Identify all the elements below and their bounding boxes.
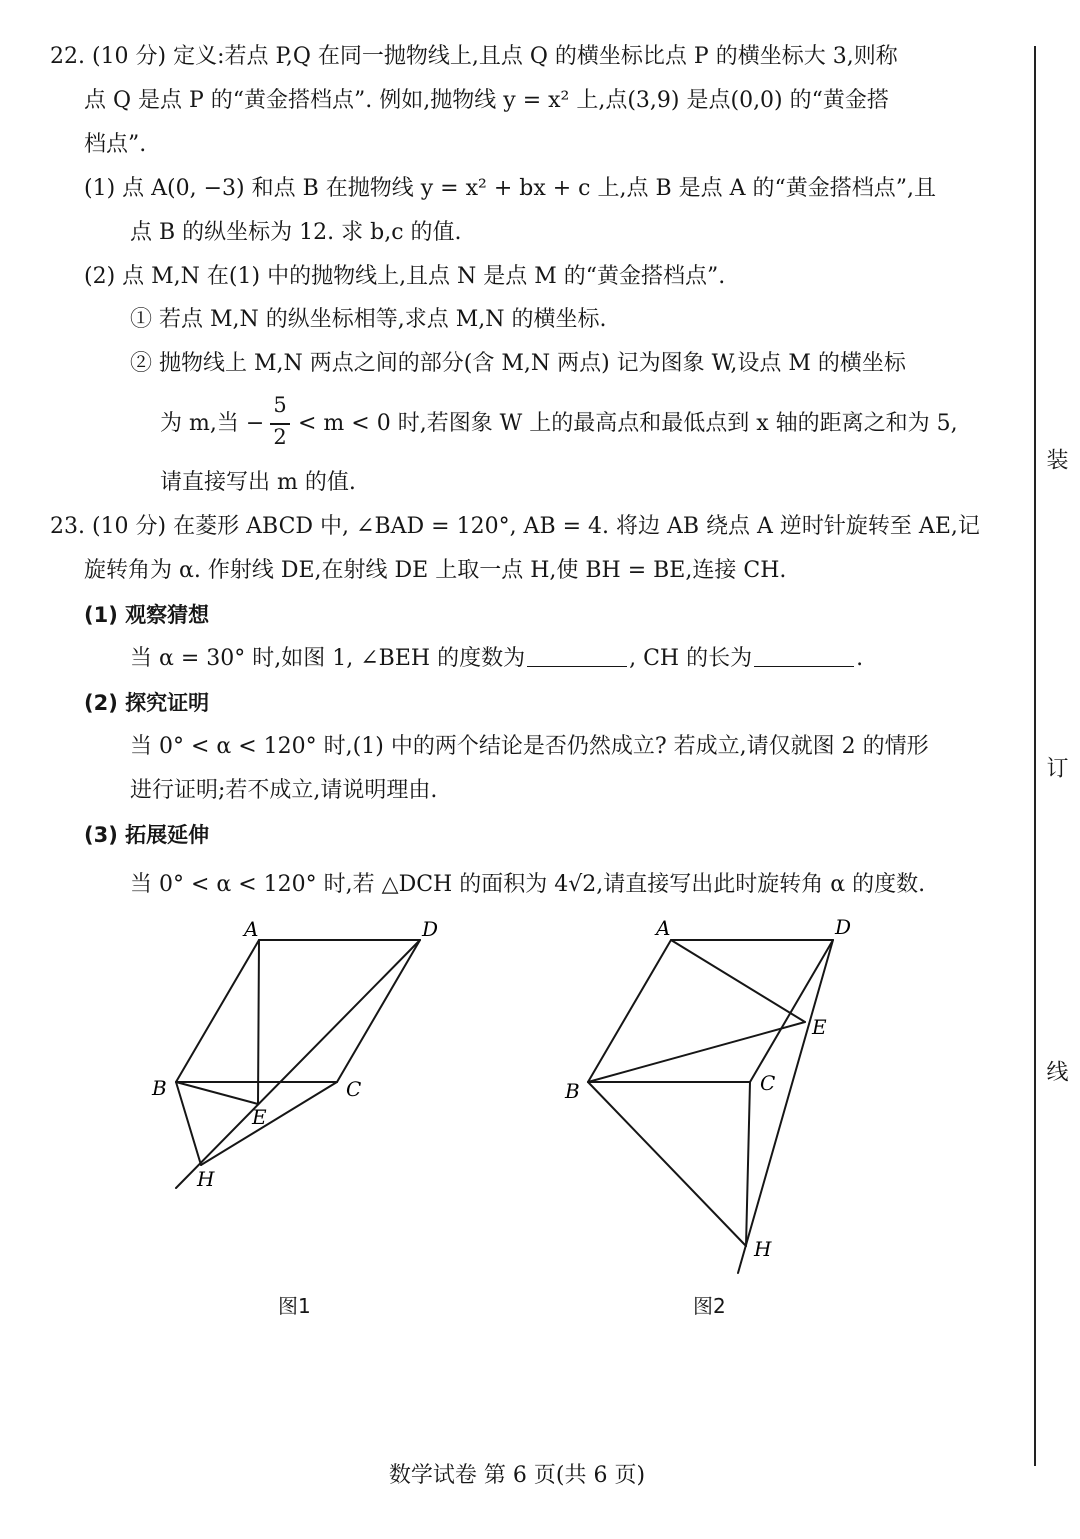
- binding-line: [1034, 46, 1036, 1466]
- q22-part1-line-1: (1) 点 A(0, −3) 和点 B 在抛物线 y = x² + bx + c 上,点 B 是点 A 的“黄金搭档点”,且: [84, 176, 936, 201]
- figure-1-diagram: [176, 940, 420, 1188]
- q23-section-2-title: (2) 探究证明: [84, 691, 210, 715]
- fig1-label-e: E: [252, 1105, 267, 1129]
- figure-1-caption: 图1: [278, 1294, 311, 1318]
- fig2-label-a: A: [656, 916, 671, 940]
- fig1-label-c: C: [346, 1077, 362, 1101]
- q23-section-2-line-1: 当 0° < α < 120° 时,(1) 中的两个结论是否仍然成立? 若成立,请仅就图 2 的情形: [130, 734, 929, 759]
- q23-section-2-line-2: 进行证明;若不成立,请说明理由.: [130, 778, 438, 803]
- q22-part2-ii-final: 请直接写出 m 的值.: [160, 470, 356, 495]
- q22-part2-ii: ② 抛物线上 M,N 两点之间的部分(含 M,N 两点) 记为图象 W,设点 M 的横坐标: [130, 351, 906, 376]
- fig2-label-b: B: [565, 1079, 580, 1103]
- q23-line-1: 23. (10 分) 在菱形 ABCD 中, ∠BAD = 120°, AB = 4. 将边 AB 绕点 A 逆时针旋转至 AE,记: [50, 514, 980, 539]
- fig2-label-e: E: [812, 1015, 827, 1039]
- binding-mark-xian: 线: [1043, 1060, 1068, 1082]
- fig2-label-c: C: [760, 1071, 776, 1095]
- binding-mark-ding: 订: [1043, 756, 1068, 778]
- fraction-denominator: 2: [273, 425, 287, 449]
- figure-2-caption: 图2: [693, 1294, 726, 1318]
- q23-section-1-title: (1) 观察猜想: [84, 603, 210, 627]
- q23-line-2: 旋转角为 α. 作射线 DE,在射线 DE 上取一点 H,使 BH = BE,连接 CH.: [84, 558, 787, 583]
- q22-line-2: 点 Q 是点 P 的“黄金搭档点”. 例如,抛物线 y = x² 上,点(3,9) 是点(0,0) 的“黄金搭: [84, 88, 889, 113]
- fig1-label-a: A: [244, 917, 259, 941]
- q23-section-3-text: 当 0° < α < 120° 时,若 △DCH 的面积为 4√2,请直接写出此时旋转角 α 的度数.: [130, 872, 926, 897]
- fraction-numerator: 5: [273, 393, 287, 417]
- q22-part2-ii-post: < m < 0 时,若图象 W 上的最高点和最低点到 x 轴的距离之和为 5,: [298, 411, 958, 436]
- q22-part2-ii-pre: 为 m,当 −: [160, 411, 265, 436]
- q22-part2-i: ① 若点 M,N 的纵坐标相等,求点 M,N 的横坐标.: [130, 307, 607, 332]
- q22-line-3: 档点”.: [84, 132, 147, 157]
- binding-mark-zhuang: 装: [1043, 448, 1068, 470]
- q22-part1-line-2: 点 B 的纵坐标为 12. 求 b,c 的值.: [130, 220, 462, 245]
- fig1-label-b: B: [152, 1076, 167, 1100]
- q22-line-1: 22. (10 分) 定义:若点 P,Q 在同一抛物线上,且点 Q 的横坐标比点 P 的横坐标大 3,则称: [50, 44, 898, 69]
- fig1-label-h: H: [197, 1167, 215, 1191]
- q23-s1-text-c: .: [856, 646, 864, 671]
- fig1-label-d: D: [422, 917, 439, 941]
- fig2-label-h: H: [754, 1237, 772, 1261]
- q23-section-3-title: (3) 拓展延伸: [84, 823, 210, 847]
- q22-part2: (2) 点 M,N 在(1) 中的抛物线上,且点 N 是点 M 的“黄金搭档点”.: [84, 264, 726, 289]
- fig2-label-d: D: [835, 915, 852, 939]
- q23-s1-text-a: 当 α = 30° 时,如图 1, ∠BEH 的度数为: [130, 646, 526, 671]
- page-footer: 数学试卷 第 6 页(共 6 页): [388, 1463, 646, 1488]
- figure-2-diagram: [588, 940, 833, 1273]
- q23-s1-text-b: , CH 的长为: [629, 646, 753, 671]
